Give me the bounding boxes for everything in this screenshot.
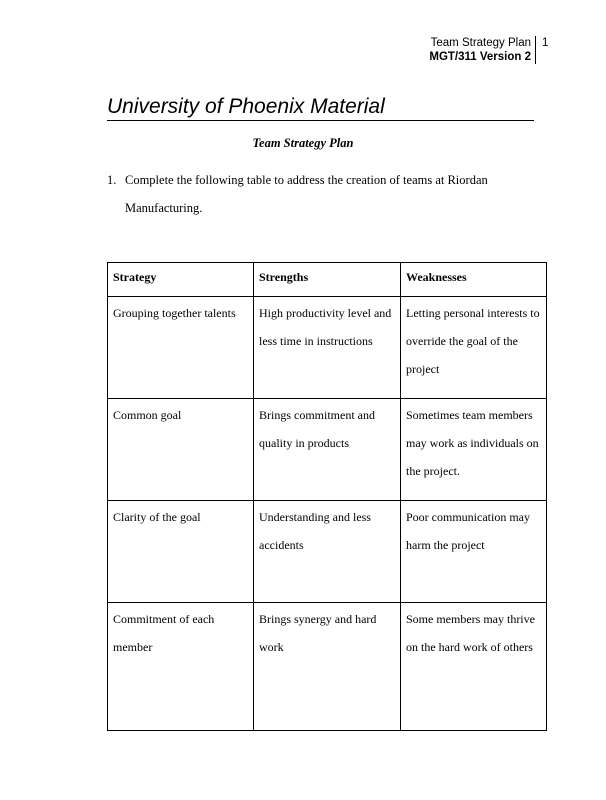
strengths-cell: High productivity level and less time in instructions — [254, 297, 401, 399]
instruction-line-1 — [107, 166, 507, 194]
header-strategy: Strategy — [108, 263, 254, 297]
instruction-item — [107, 166, 507, 222]
weaknesses-cell: Sometimes team members may work as individuals on the project. — [401, 399, 547, 501]
strategy-cell: Clarity of the goal — [108, 501, 254, 603]
strengths-cell: Brings commitment and quality in products — [254, 399, 401, 501]
strengths-cell: Brings synergy and hard work — [254, 603, 401, 731]
table-row — [108, 603, 547, 731]
strategy-cell: Grouping together talents — [108, 297, 254, 399]
instruction-number: 1. — [107, 173, 117, 187]
header-text — [429, 36, 531, 64]
header-weaknesses: Weaknesses — [401, 263, 547, 297]
document-title: Team Strategy Plan — [252, 136, 354, 150]
strategy-cell: Commitment of each member — [108, 603, 254, 731]
table-row — [108, 399, 547, 501]
course-version: MGT/311 Version 2 — [429, 51, 531, 63]
instruction-text-1: Complete the following table to address the creation of teams at Riordan — [125, 173, 488, 187]
header-strengths: Strengths — [254, 263, 401, 297]
weaknesses-cell: Some members may thrive on the hard work of others — [401, 603, 547, 731]
instruction-text-2: Manufacturing. — [125, 201, 203, 215]
strategy-cell: Common goal — [108, 399, 254, 501]
table-row — [108, 501, 547, 603]
table-row — [108, 297, 547, 399]
running-title: Team Strategy Plan — [430, 37, 531, 49]
table-header-row — [108, 263, 547, 297]
university-title: University of Phoenix Material — [107, 95, 534, 121]
strengths-cell: Understanding and less accidents — [254, 501, 401, 603]
header-divider — [535, 36, 536, 64]
page-header — [0, 36, 606, 66]
page-number: 1 — [542, 37, 549, 49]
strategy-table — [107, 262, 547, 731]
weaknesses-cell: Letting personal interests to override the goal of the project — [401, 297, 547, 399]
weaknesses-cell: Poor communication may harm the project — [401, 501, 547, 603]
